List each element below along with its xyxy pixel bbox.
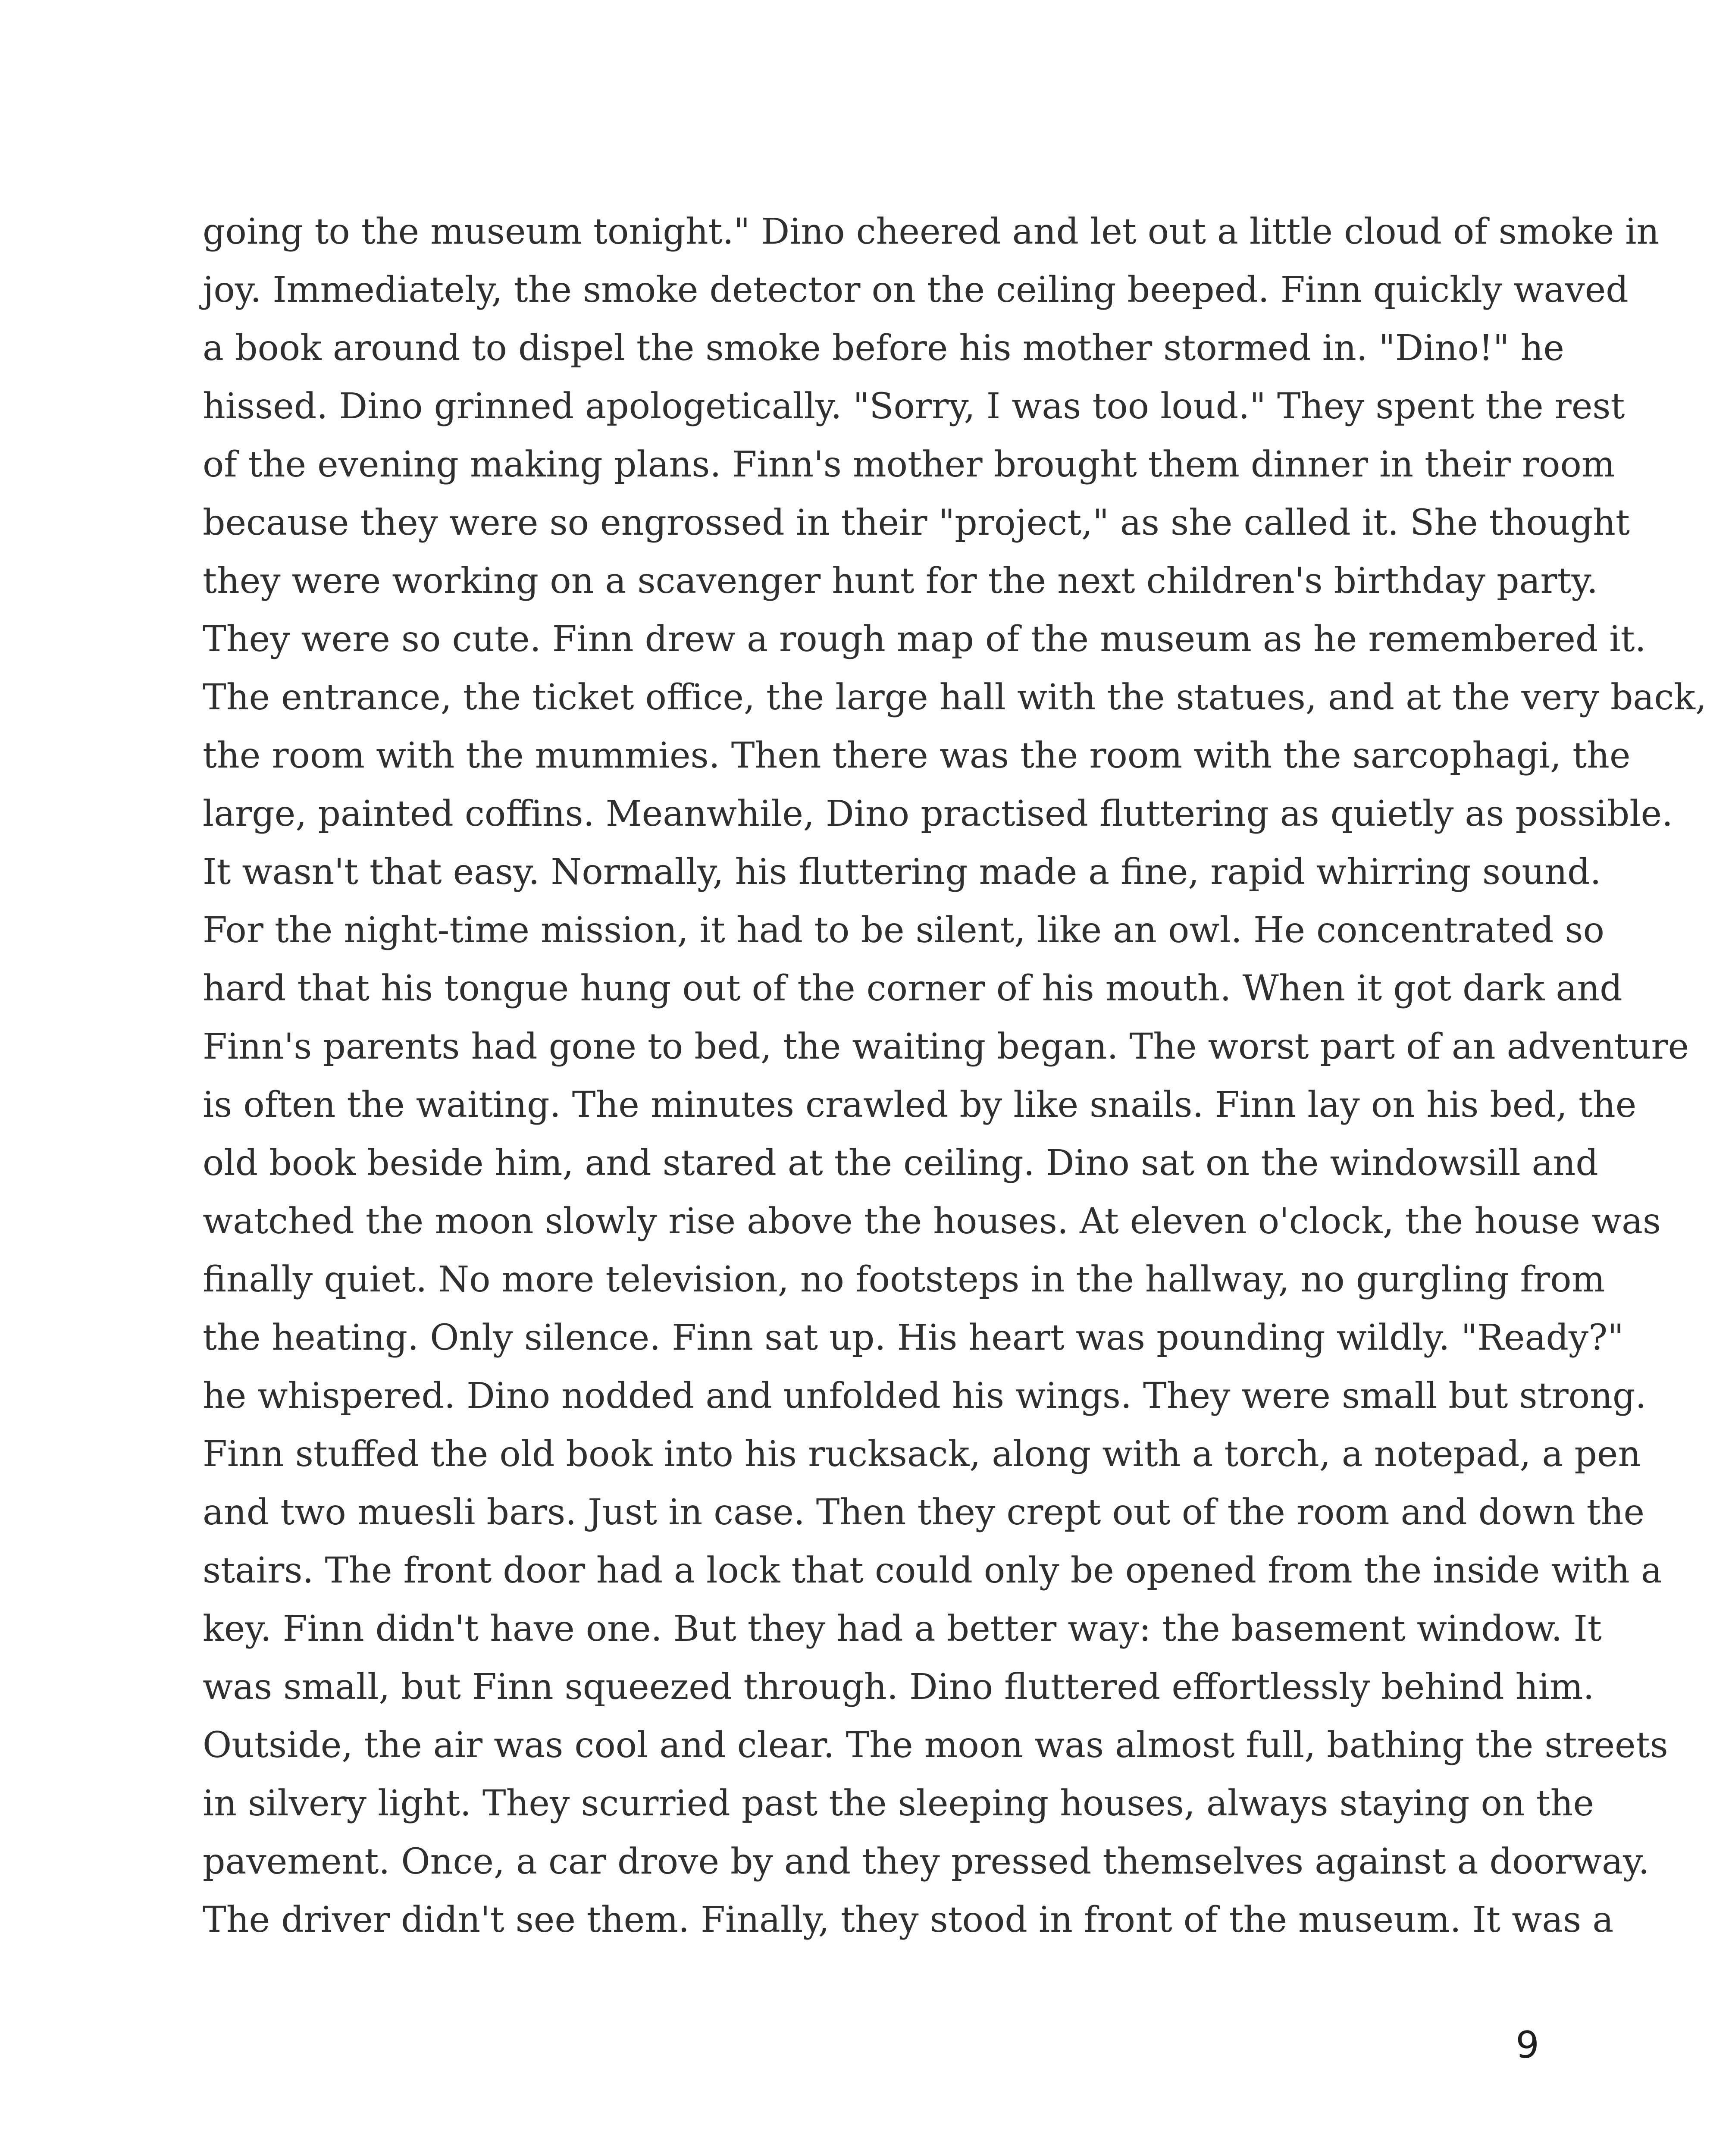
text-line: old book beside him, and stared at the ceiling. Dino sat on the windowsill and <box>203 1143 1598 1184</box>
body-text <box>203 203 1707 1949</box>
text-line: They were so cute. Finn drew a rough map of the museum as he remembered it. <box>203 619 1646 660</box>
text-line: watched the moon slowly rise above the houses. At eleven o'clock, the house was <box>203 1201 1661 1242</box>
text-line: The driver didn't see them. Finally, they stood in front of the museum. It was a <box>203 1899 1614 1940</box>
text-line: a book around to dispel the smoke before his mother stormed in. "Dino!" he <box>203 328 1564 369</box>
page-number: 9 <box>1516 2024 1539 2067</box>
text-line: stairs. The front door had a lock that could only be opened from the inside with a <box>203 1550 1662 1591</box>
text-line: The entrance, the ticket office, the large hall with the statues, and at the very back, <box>203 677 1707 718</box>
text-line: going to the museum tonight." Dino cheered and let out a little cloud of smoke in <box>203 211 1660 252</box>
text-line: finally quiet. No more television, no footsteps in the hallway, no gurgling from <box>203 1259 1605 1300</box>
text-line: is often the waiting. The minutes crawled by like snails. Finn lay on his bed, the <box>203 1084 1637 1125</box>
text-line: key. Finn didn't have one. But they had a better way: the basement window. It <box>203 1608 1602 1649</box>
text-line: large, painted coffins. Meanwhile, Dino practised fluttering as quietly as possible. <box>203 793 1673 834</box>
text-line: the heating. Only silence. Finn sat up. His heart was pounding wildly. "Ready?" <box>203 1317 1624 1358</box>
text-line: was small, but Finn squeezed through. Dino fluttered effortlessly behind him. <box>203 1667 1594 1708</box>
text-line: It wasn't that easy. Normally, his fluttering made a fine, rapid whirring sound. <box>203 852 1601 893</box>
text-line: Outside, the air was cool and clear. The moon was almost full, bathing the streets <box>203 1725 1668 1766</box>
text-line: the room with the mummies. Then there was the room with the sarcophagi, the <box>203 735 1631 776</box>
text-line: he whispered. Dino nodded and unfolded his wings. They were small but strong. <box>203 1376 1647 1416</box>
text-line: hissed. Dino grinned apologetically. "Sorry, I was too loud." They spent the rest <box>203 386 1625 427</box>
text-line: For the night-time mission, it had to be silent, like an owl. He concentrated so <box>203 910 1604 951</box>
text-line: hard that his tongue hung out of the corner of his mouth. When it got dark and <box>203 968 1622 1009</box>
text-line: pavement. Once, a car drove by and they pressed themselves against a doorway. <box>203 1841 1650 1882</box>
text-line: of the evening making plans. Finn's mother brought them dinner in their room <box>203 444 1615 485</box>
text-line: Finn's parents had gone to bed, the waiting began. The worst part of an adventure <box>203 1026 1689 1067</box>
text-line: because they were so engrossed in their "project," as she called it. She thought <box>203 502 1630 543</box>
text-line: in silvery light. They scurried past the sleeping houses, always staying on the <box>203 1783 1594 1824</box>
text-line: Finn stuffed the old book into his rucksack, along with a torch, a notepad, a pen <box>203 1434 1641 1475</box>
text-line: joy. Immediately, the smoke detector on the ceiling beeped. Finn quickly waved <box>203 270 1629 310</box>
text-line: they were working on a scavenger hunt for the next children's birthday party. <box>203 561 1598 602</box>
text-line: and two muesli bars. Just in case. Then they crept out of the room and down the <box>203 1492 1645 1533</box>
